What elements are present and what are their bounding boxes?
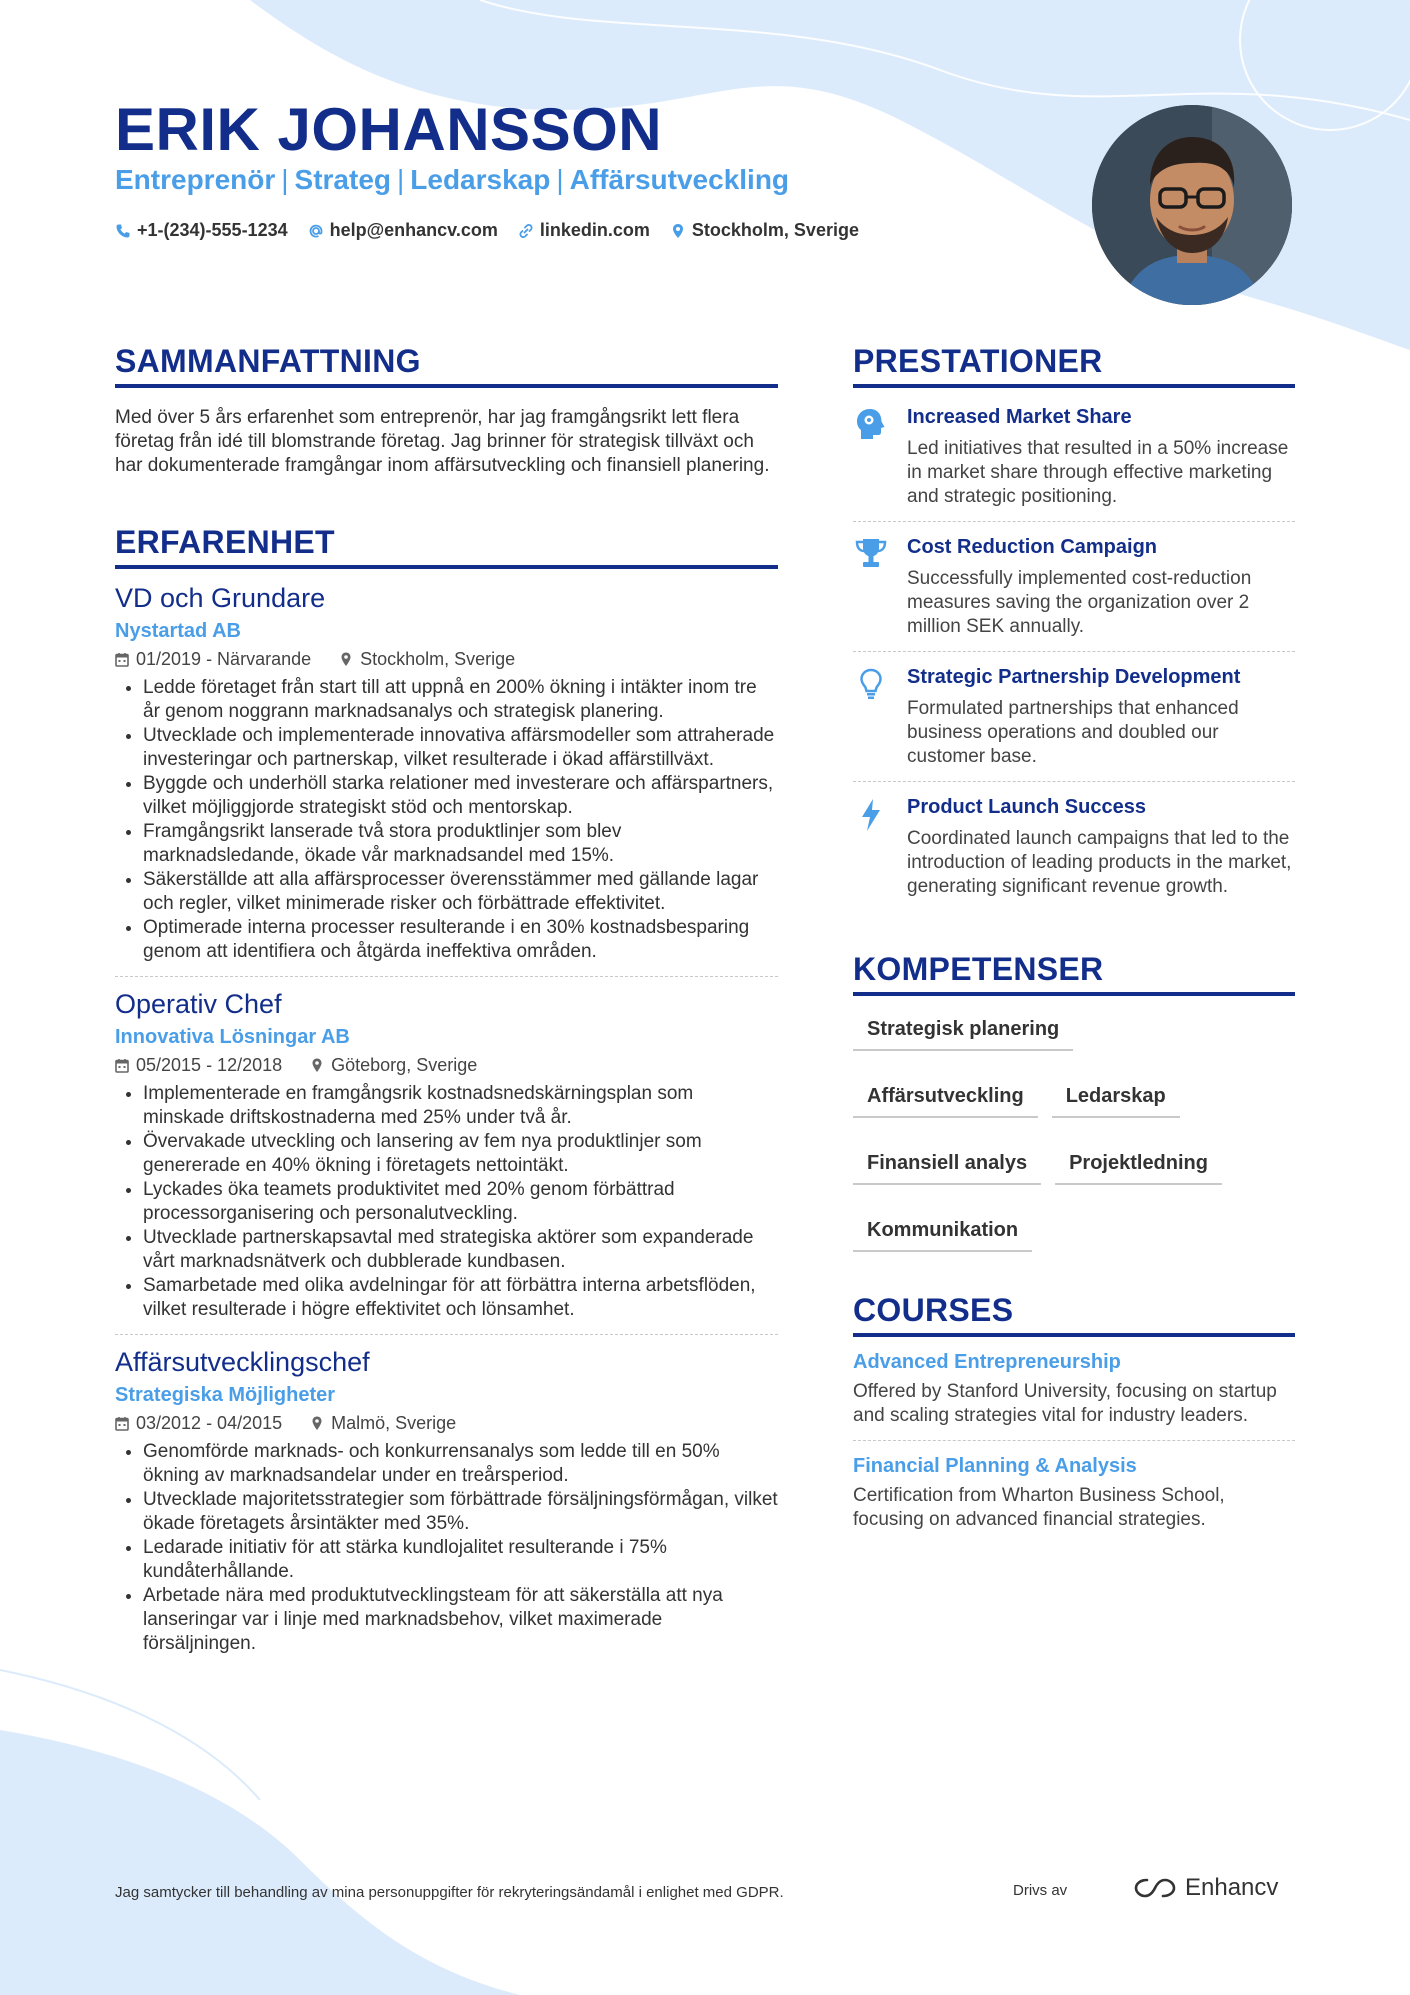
tagline <box>115 164 789 196</box>
job-bullet: • Övervakade utveckling och lansering av fem nya produktlinjer som genererade en 40% ökning i företagets nettointäkt. <box>143 1130 778 1178</box>
experience-entry <box>115 1347 778 1668</box>
course-title: Advanced Entrepreneurship <box>853 1351 1121 1373</box>
job-bullets <box>115 1082 778 1322</box>
job-bullet: • Genomförde marknads- och konkurrensanalys som ledde till en 50% ökning av marknadsandelar under en treårsperiod. <box>143 1440 778 1488</box>
skill-tag: Kommunikation <box>853 1213 1032 1252</box>
job-bullet: • Utvecklade och implementerade innovativa affärsmodeller som attraherade investeringar och partnerskap, vilket resulterade i ökad affärstillväxt. <box>143 724 778 772</box>
course-desc: Offered by Stanford University, focusing on startup and scaling strategies vital for industry leaders. <box>853 1381 1277 1426</box>
achievement-title: Increased Market Share <box>907 406 1132 428</box>
section-title-experience: ERFARENHET <box>115 524 778 569</box>
contact-linkedin[interactable] <box>518 220 650 241</box>
left-column <box>115 343 778 1680</box>
section-title-skills: KOMPETENSER <box>853 951 1295 996</box>
job-location <box>310 1413 456 1434</box>
enhancv-logo[interactable] <box>1133 1874 1278 1902</box>
tagline-item: Affärsutveckling <box>569 164 790 195</box>
powered-by-label: Drivs av <box>1013 1882 1068 1899</box>
linkedin-url: linkedin.com <box>539 220 650 240</box>
job-bullets <box>115 1440 778 1656</box>
location-pin-icon <box>339 652 353 667</box>
course-item <box>853 1337 1295 1441</box>
achievement-item <box>853 652 1295 782</box>
contact-email[interactable] <box>308 220 498 241</box>
course-item <box>853 1441 1295 1544</box>
calendar-icon <box>115 652 129 667</box>
achievement-body <box>907 666 1295 769</box>
link-icon <box>518 223 534 239</box>
achievement-body <box>907 536 1295 639</box>
achievement-desc: Led initiatives that resulted in a 50% increase in market share through effective marketing and strategic positioning. <box>907 438 1289 507</box>
phone-number: +1-(234)-555-1234 <box>137 220 288 240</box>
location-pin-icon <box>310 1058 324 1073</box>
contact-bar <box>115 220 859 241</box>
job-location-text: Göteborg, Sverige <box>331 1055 478 1075</box>
job-bullet: • Säkerställde att alla affärsprocesser överensstämmer med gällande lagar och regler, vilket minimerade risker och förbättrade effektivitet. <box>143 868 778 916</box>
job-location <box>310 1055 477 1076</box>
head-icon <box>853 406 889 509</box>
trophy-icon <box>853 536 889 639</box>
experience-entry <box>115 989 778 1335</box>
job-meta <box>115 1055 778 1076</box>
email-address: help@enhancv.com <box>329 220 498 240</box>
job-bullet: • Ledarade initiativ för att stärka kundlojalitet resulterande i 75% kundåterhållande. <box>143 1536 778 1584</box>
courses-list <box>853 1337 1295 1544</box>
calendar-icon <box>115 1058 129 1073</box>
achievement-body <box>907 406 1295 509</box>
achievements-list <box>853 392 1295 911</box>
achievement-item <box>853 782 1295 911</box>
skills-list <box>853 1012 1295 1252</box>
phone-icon <box>115 223 131 239</box>
achievement-item <box>853 392 1295 522</box>
job-title: Operativ Chef <box>115 989 282 1019</box>
achievement-desc: Formulated partnerships that enhanced business operations and doubled our customer base. <box>907 698 1239 767</box>
section-title-courses: COURSES <box>853 1292 1295 1337</box>
course-title: Financial Planning & Analysis <box>853 1455 1137 1477</box>
calendar-icon <box>115 1416 129 1431</box>
lightbulb-icon <box>853 666 889 769</box>
achievement-item <box>853 522 1295 652</box>
achievement-title: Cost Reduction Campaign <box>907 536 1158 558</box>
job-bullet: • Utvecklade partnerskapsavtal med strategiska aktörer som expanderade vårt marknadsnätverk och dubblerade kundbasen. <box>143 1226 778 1274</box>
candidate-name: ERIK JOHANSSON <box>115 96 663 163</box>
skill-tag: Affärsutveckling <box>853 1079 1038 1118</box>
contact-location <box>670 220 859 241</box>
job-bullet: • Samarbetade med olika avdelningar för att förbättra interna arbetsflöden, vilket resulterade i högre effektivitet och lönsamhet. <box>143 1274 778 1322</box>
profile-photo-illustration <box>1092 105 1292 305</box>
job-title: Affärsutvecklingschef <box>115 1347 370 1377</box>
enhancv-wordmark: Enhancv <box>1185 1874 1279 1901</box>
tagline-separator: | <box>397 164 405 195</box>
profile-photo <box>1092 105 1292 305</box>
tagline-item: Strateg <box>294 164 391 195</box>
job-bullet: • Framgångsrikt lanserade två stora produktlinjer som blev marknadsledande, ökade vår marknadsandel med 15%. <box>143 820 778 868</box>
achievement-desc: Coordinated launch campaigns that led to the introduction of leading products in the market, generating significant revenue growth. <box>907 828 1292 897</box>
gdpr-consent: Jag samtycker till behandling av mina personuppgifter för rekryteringsändamål i enlighet med GDPR. <box>115 1884 784 1901</box>
job-bullets <box>115 676 778 964</box>
section-title-summary: SAMMANFATTNING <box>115 343 778 388</box>
location-pin-icon <box>670 223 686 239</box>
tagline-item: Entreprenör <box>115 164 276 195</box>
job-bullet: • Arbetade nära med produktutvecklingsteam för att säkerställa att nya lanseringar var i linje med marknadsbehov, vilket maximerade försäljningen. <box>143 1584 778 1656</box>
job-meta <box>115 1413 778 1434</box>
job-dates-text: 03/2012 - 04/2015 <box>136 1413 283 1433</box>
experience-entry <box>115 583 778 977</box>
experience-list <box>115 583 778 1668</box>
achievement-desc: Successfully implemented cost-reduction measures saving the organization over 2 million SEK annually. <box>907 568 1252 637</box>
tagline-separator: | <box>556 164 564 195</box>
company-name: Innovativa Lösningar AB <box>115 1026 350 1048</box>
enhancv-logo-icon <box>1133 1876 1177 1900</box>
summary-text: Med över 5 års erfarenhet som entreprenör, har jag framgångsrikt lett flera företag från idé till blomstrande företag. Jag brinner för strategisk tillväxt och har dokumenterade framgångar inom affärsutveckling och finansiell planering. <box>115 407 770 476</box>
location-text: Stockholm, Sverige <box>691 220 859 240</box>
achievement-title: Strategic Partnership Development <box>907 666 1241 688</box>
job-dates <box>115 1055 282 1076</box>
company-name: Strategiska Möjligheter <box>115 1384 336 1406</box>
job-bullet: • Ledde företaget från start till att uppnå en 200% ökning i intäkter inom tre år genom noggrann marknadsanalys och strategisk planering. <box>143 676 778 724</box>
skill-tag: Projektledning <box>1055 1146 1222 1185</box>
job-bullet: • Byggde och underhöll starka relationer med investerare och affärspartners, vilket möjliggjorde strategiskt stöd och mentorskap. <box>143 772 778 820</box>
job-bullet: • Implementerade en framgångsrik kostnadsnedskärningsplan som minskade driftskostnaderna med 25% under två år. <box>143 1082 778 1130</box>
tagline-item: Ledarskap <box>410 164 551 195</box>
job-dates <box>115 1413 282 1434</box>
job-title: VD och Grundare <box>115 583 326 613</box>
job-dates-text: 01/2019 - Närvarande <box>136 649 312 669</box>
tagline-separator: | <box>281 164 289 195</box>
at-sign-icon <box>308 223 324 239</box>
job-bullet: • Lyckades öka teamets produktivitet med 20% genom förbättrad processorganisering och personalutveckling. <box>143 1178 778 1226</box>
lightning-icon <box>853 796 889 899</box>
job-dates <box>115 649 311 670</box>
right-column <box>853 343 1295 1544</box>
job-location <box>339 649 515 670</box>
achievement-title: Product Launch Success <box>907 796 1146 818</box>
section-title-achievements: PRESTATIONER <box>853 343 1295 388</box>
job-location-text: Stockholm, Sverige <box>360 649 516 669</box>
contact-phone[interactable] <box>115 220 288 241</box>
skill-tag: Finansiell analys <box>853 1146 1041 1185</box>
job-bullet: • Utvecklade majoritetsstrategier som förbättrade försäljningsförmågan, vilket ökade företagets årsintäkter med 35%. <box>143 1488 778 1536</box>
job-dates-text: 05/2015 - 12/2018 <box>136 1055 283 1075</box>
course-desc: Certification from Wharton Business School, focusing on advanced financial strategies. <box>853 1485 1225 1530</box>
achievement-body <box>907 796 1295 899</box>
job-meta <box>115 649 778 670</box>
location-pin-icon <box>310 1416 324 1431</box>
company-name: Nystartad AB <box>115 620 241 642</box>
job-location-text: Malmö, Sverige <box>331 1413 457 1433</box>
job-bullet: • Optimerade interna processer resulterande i en 30% kostnadsbesparing genom att identifiera och åtgärda ineffektiva områden. <box>143 916 778 964</box>
skill-tag: Ledarskap <box>1052 1079 1180 1118</box>
skill-tag: Strategisk planering <box>853 1012 1073 1051</box>
